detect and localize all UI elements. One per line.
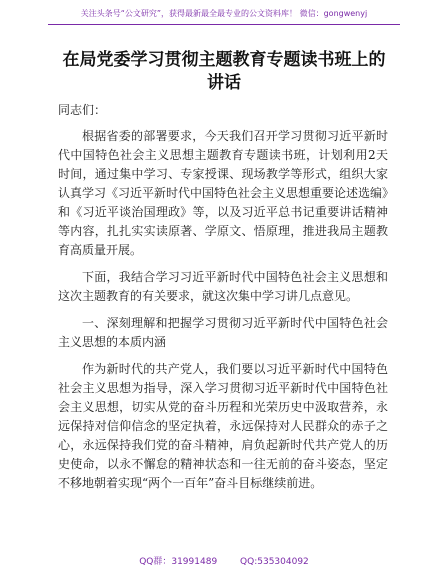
paragraph-section-1: 作为新时代的共产党人，我们要以习近平新时代中国特色社会主义思想为指导，深入学习贯彻习近平新时代中国特色社会主义思想，切实从党的奋斗历程和光荣历史中汲取营养，永远保持对信仰信念的坚定执着，永远保持对人民群众的赤子之心，永远保持我们党的奋斗精神，肩负起新时代共产党人的历史使命，以永不懈怠的精神状态和一往无前的奋斗姿态，坚定不移地朝着实现“两个一百年”奋斗目标继续前进。: [58, 362, 388, 490]
paragraph-intro: 根据省委的部署要求，今天我们召开学习贯彻习近平新时代中国特色社会主义思想主题教育专题读书班，计划利用2天时间，通过集中学习、专家授课、现场教学等形式，组织大家认真学习《习近平新时代中国特色社会主义思想重要论述选编》和《习近平谈治国理政》等，以及习近平总书记重要讲话精神等内容，扎扎实实读原著、学原文、悟原理，推进我局主题教育高质量开展。: [58, 129, 389, 257]
salutation: 同志们：: [58, 103, 107, 117]
footer-contact: [0, 556, 448, 568]
document-body: [58, 102, 388, 501]
footer-qq-group: QQ群：31991489: [139, 557, 218, 567]
header-divider: [48, 24, 400, 25]
footer-qq: QQ:535304092: [240, 557, 309, 567]
document-title: 在局党委学习贯彻主题教育专题读书班上的讲话: [62, 50, 386, 93]
header-promo-note: 关注头条号“公文研究”，获得最新最全最专业的公文资料库！ 微信：gongwenyj: [80, 9, 368, 18]
section-heading-1: 一、深刻理解和把握学习贯彻习近平新时代中国特色社会主义思想的本质内涵: [58, 316, 388, 349]
paragraph-transition: 下面，我结合学习习近平新时代中国特色社会主义思想和这次主题教育的有关要求，就这次集中学习讲几点意见。: [58, 270, 388, 303]
